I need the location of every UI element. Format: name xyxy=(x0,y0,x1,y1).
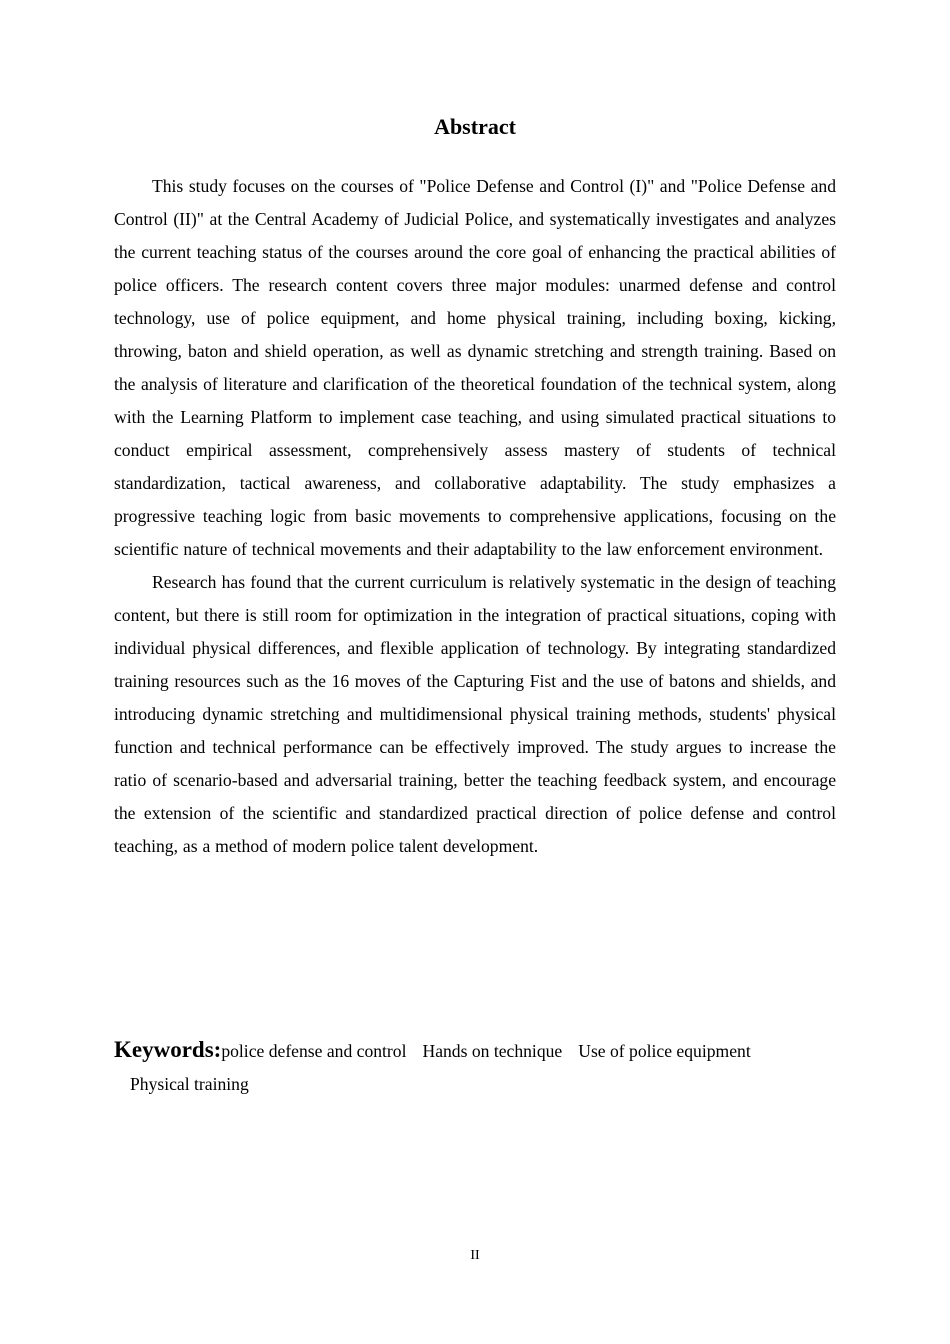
keywords-line-1 xyxy=(114,1033,836,1068)
keywords-label: Keywords: xyxy=(114,1037,222,1062)
keywords-section xyxy=(114,1033,836,1101)
abstract-title: Abstract xyxy=(434,114,516,139)
keywords-line-2 xyxy=(114,1068,836,1101)
abstract-body xyxy=(114,170,836,863)
keyword-item: Physical training xyxy=(130,1074,249,1094)
abstract-paragraph-1: This study focuses on the courses of "Police Defense and Control (I)" and "Police Defense and Control (II)" at the Central Academy of Judicial Police, and systematically investigates and analyzes the current teaching status of the courses around the core goal of enhancing the practical abilities of police officers. The research content covers three major modules: unarmed defense and control technology, use of police equipment, and home physical training, including boxing, kicking, throwing, baton and shield operation, as well as dynamic stretching and strength training. Based on the analysis of literature and clarification of the theoretical foundation of the technical system, along with the Learning Platform to implement case teaching, and using simulated practical situations to conduct empirical assessment, comprehensively assess mastery of students of technical standardization, tactical awareness, and collaborative adaptability. The study emphasizes a progressive teaching logic from basic movements to comprehensive applications, focusing on the scientific nature of technical movements and their adaptability to the law enforcement environment. xyxy=(114,176,836,559)
page-number: II xyxy=(470,1248,480,1263)
keyword-item: Use of police equipment xyxy=(578,1041,751,1061)
keyword-item: Hands on technique xyxy=(422,1041,563,1061)
abstract-paragraph-2: Research has found that the current curriculum is relatively systematic in the design of teaching content, but there is still room for optimization in the integration of practical situations, coping with individual physical differences, and flexible application of technology. By integrating standardized training resources such as the 16 moves of the Capturing Fist and the use of batons and shields, and introducing dynamic stretching and multidimensional physical training methods, students' physical function and technical performance can be effectively improved. The study argues to increase the ratio of scenario-based and adversarial training, better the teaching feedback system, and encourage the extension of the scientific and standardized practical direction of police defense and control teaching, as a method of modern police talent development. xyxy=(114,572,836,856)
keyword-item: police defense and control xyxy=(221,1041,407,1061)
